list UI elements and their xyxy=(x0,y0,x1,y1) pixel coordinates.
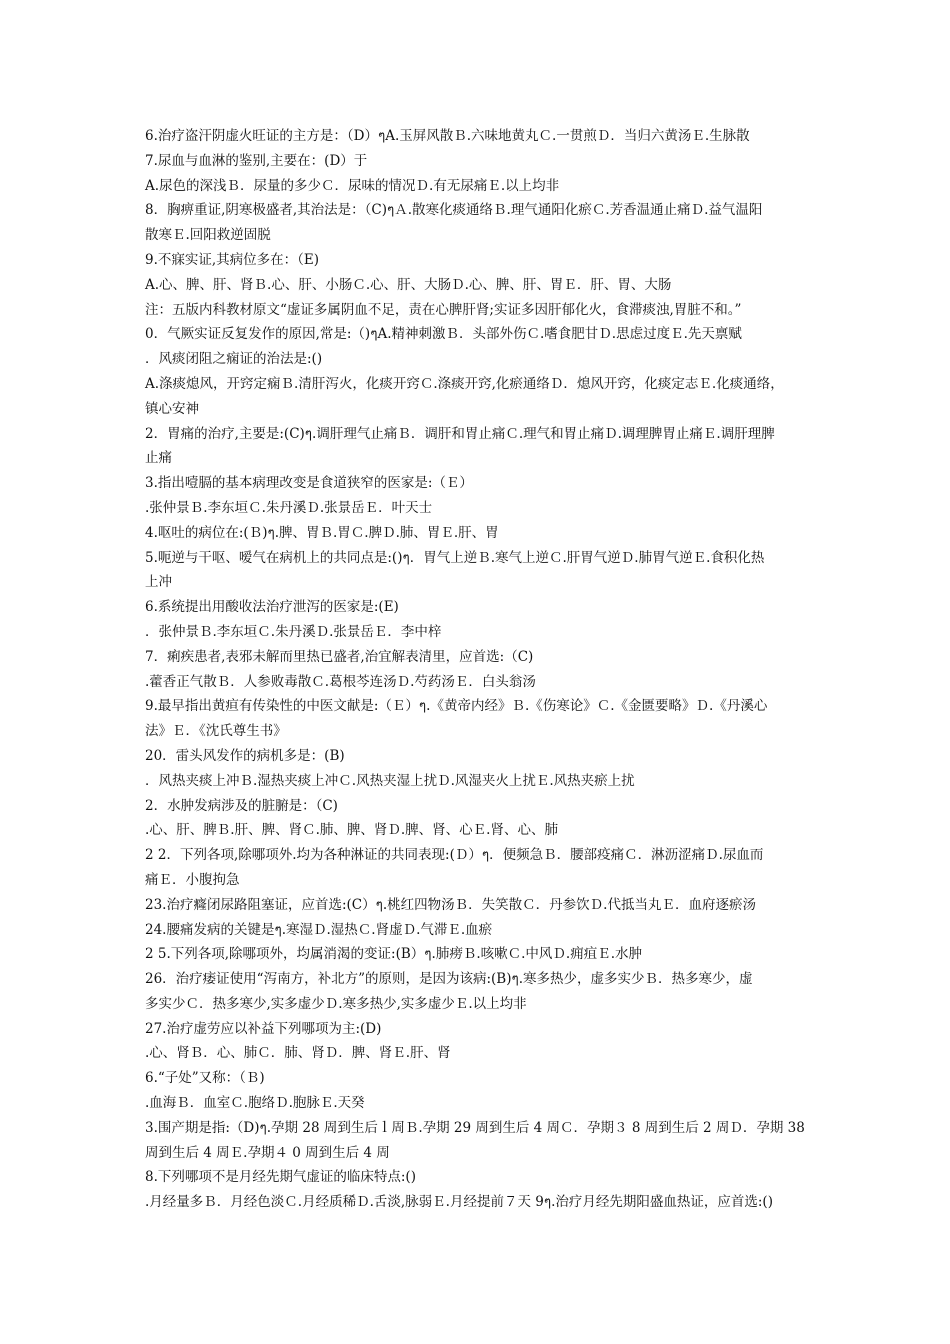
text-line: 6.治疗盗汗阴虚火旺证的主方是：（D）ๆA.玉屏风散Ｂ.六味地黄丸Ｃ.一贯煎Ｄ．当归六黄汤Ｅ.生脉散 xyxy=(145,128,750,144)
text-line: 23.治疗癃闭尿路阻塞证，应首选:(C）ๆ.桃红四物汤Ｂ．失笑散Ｃ．丹参饮Ｄ.代抵当丸Ｅ．血府逐瘀汤 xyxy=(145,896,756,913)
text-line: 0．气厥实证反复发作的原因,常是:（)ๆA.精神刺激Ｂ．头部外伤Ｃ.嗜食肥甘Ｄ.思虑过度Ｅ.先天禀赋 xyxy=(145,326,742,343)
text-line: A.涤痰熄风，开窍定痫Ｂ.清肝泻火，化痰开窍Ｃ.涤痰开窍,化瘀通络Ｄ．熄风开窍，化痰定志Ｅ.化痰通络， xyxy=(145,375,784,392)
text-line: 镇心安神 xyxy=(145,400,199,417)
text-line: 止痛 xyxy=(145,450,172,467)
text-line: 散寒Ｅ.回阳救逆固脱 xyxy=(145,227,271,244)
text-line: .心、肾Ｂ．心、肺Ｃ．肺、肾Ｄ．脾、肾Ｅ.肝、肾 xyxy=(145,1045,451,1062)
text-line: 上冲 xyxy=(145,574,172,591)
text-line: .心、肝、脾Ｂ.肝、脾、肾Ｃ.肺、脾、肾Ｄ.脾、肾、心Ｅ.肾、心、肺 xyxy=(145,822,558,839)
text-line: 27.治疗虚劳应以补益下列哪项为主:(D) xyxy=(145,1020,382,1037)
text-line: .藿香正气散Ｂ．人参败毒散Ｃ.葛根芩连汤Ｄ.芍药汤Ｅ．白头翁汤 xyxy=(145,673,536,690)
text-line: 2 5.下列各项,除哪项外，均属消渴的变证:(B）ๆ.肺痨Ｂ.咳嗽Ｃ.中风Ｄ.痈疽Ｅ.水肿 xyxy=(145,946,642,963)
text-line: 法》Ｅ．《沈氏尊生书》 xyxy=(145,723,287,740)
text-line: 4.呕吐的病位在:(Ｂ)ๆ.脾、胃Ｂ.胃Ｃ.脾Ｄ.肺、胃Ｅ.肝、胃 xyxy=(145,524,499,541)
text-line: 5.呃逆与干呕、嗳气在病机上的共同点是:()ๆ．胃气上逆Ｂ.寒气上逆Ｃ.肝胃气逆Ｄ.肺胃气逆Ｅ.食积化热 xyxy=(145,549,765,566)
text-line: ．张仲景Ｂ.李东垣Ｃ.朱丹溪Ｄ.张景岳Ｅ．李中梓 xyxy=(145,623,442,640)
text-line: A.心、脾、肝、肾Ｂ.心、肝、小肠Ｃ.心、肝、大肠Ｄ.心、脾、肝、胃Ｅ．肝、胃、大肠 xyxy=(145,276,672,293)
text-line: 9.最早指出黄疸有传染性的中医文献是:（Ｅ）ๆ.《黄帝内经》Ｂ.《伤寒论》Ｃ.《金匮要略》Ｄ.《丹溪心 xyxy=(145,698,768,715)
text-line: ．风痰闭阻之痫证的治法是:() xyxy=(145,351,323,368)
text-line: 3.指出噎膈的基本病理改变是食道狭窄的医家是:（Ｅ） xyxy=(145,475,473,492)
text-line: ．风热夹痰上冲Ｂ.湿热夹痰上冲Ｃ.风热夹湿上扰Ｄ.风湿夹火上扰Ｅ.风热夹瘀上扰 xyxy=(145,772,635,789)
text-line: 8．胸痹重证,阴寒极盛者,其治法是：（C)ๆＡ.散寒化痰通络Ｂ.理气通阳化瘀Ｃ.芳香温通止痛Ｄ.益气温阳 xyxy=(145,202,763,219)
text-line: 20．雷头风发作的病机多是：(B) xyxy=(145,747,345,764)
text-line: 6.“子处”又称：（Ｂ) xyxy=(145,1070,265,1087)
text-line: 多实少Ｃ．热多寒少,实多虚少Ｄ.寒多热少,实多虚少Ｅ.以上均非 xyxy=(145,995,527,1012)
document-page xyxy=(145,124,813,1215)
text-line: 注：五版内科教材原文“虚证多属阴血不足，责在心脾肝肾;实证多因肝郁化火，食滞痰浊,胃脏不和。” xyxy=(145,301,742,318)
text-line: 3.围产期是指:（D)ๆ.孕期 28 周到生后ｌ周Ｂ.孕期 29 周到生后 4 周Ｃ．孕期３ 8 周到生后 2 周Ｄ．孕期 38 xyxy=(145,1119,805,1136)
text-line: 8.下列哪项不是月经先期气虚证的临床特点:() xyxy=(145,1169,416,1186)
text-line: .张仲景Ｂ.李东垣Ｃ.朱丹溪Ｄ.张景岳Ｅ．叶天士 xyxy=(145,499,433,516)
text-line: 2．胃痛的治疗,主要是:(C)ๆ.调肝理气止痛Ｂ．调肝和胃止痛Ｃ.理气和胃止痛Ｄ.调理脾胃止痛Ｅ.调肝理脾 xyxy=(145,425,775,442)
text-line: 周到生后 4 周Ｅ.孕期４ 0 周到生后 4 周 xyxy=(145,1144,390,1161)
text-line: 26．治疗痿证使用“泻南方，补北方”的原则，是因为该病:(B)ๆ.寒多热少，虚多实少Ｂ．热多寒少，虚 xyxy=(145,971,753,988)
text-line: 2．水肿发病涉及的脏腑是：（C) xyxy=(145,797,338,814)
text-line: 9.不寐实证,其病位多在：（E) xyxy=(145,251,320,268)
text-line: 7．痢疾患者,表邪未解而里热已盛者,治宜解表清里，应首选:（C) xyxy=(145,648,534,665)
text-line: .血海Ｂ．血室Ｃ.胞络Ｄ.胞脉Ｅ.天癸 xyxy=(145,1095,365,1112)
text-line: 6.系统提出用酸收法治疗泄泻的医家是:(E) xyxy=(145,599,399,616)
text-line: 痛Ｅ．小腹拘急 xyxy=(145,871,240,888)
text-line: .月经量多Ｂ．月经色淡Ｃ.月经质稀Ｄ.舌淡,脉弱Ｅ.月经提前７天 9ๆ.治疗月经先期阳盛血热证，应首选:() xyxy=(145,1194,773,1211)
text-line: 2 2．下列各项,除哪项外.均为各种淋证的共同表现:(Ｄ）ๆ．便频急Ｂ．腰部疫痛Ｃ．淋沥涩痛Ｄ.尿血而 xyxy=(145,847,764,864)
text-line: A.尿色的深浅Ｂ．尿量的多少Ｃ．尿味的情况Ｄ.有无尿痛Ｅ.以上均非 xyxy=(145,177,560,194)
text-line: 24.腰痛发病的关键是ๆ.寒湿Ｄ.湿热Ｃ.肾虚Ｄ.气滞Ｅ.血瘀 xyxy=(145,921,493,938)
text-line: 7.尿血与血淋的鉴别,主要在：(D）于 xyxy=(145,152,368,169)
